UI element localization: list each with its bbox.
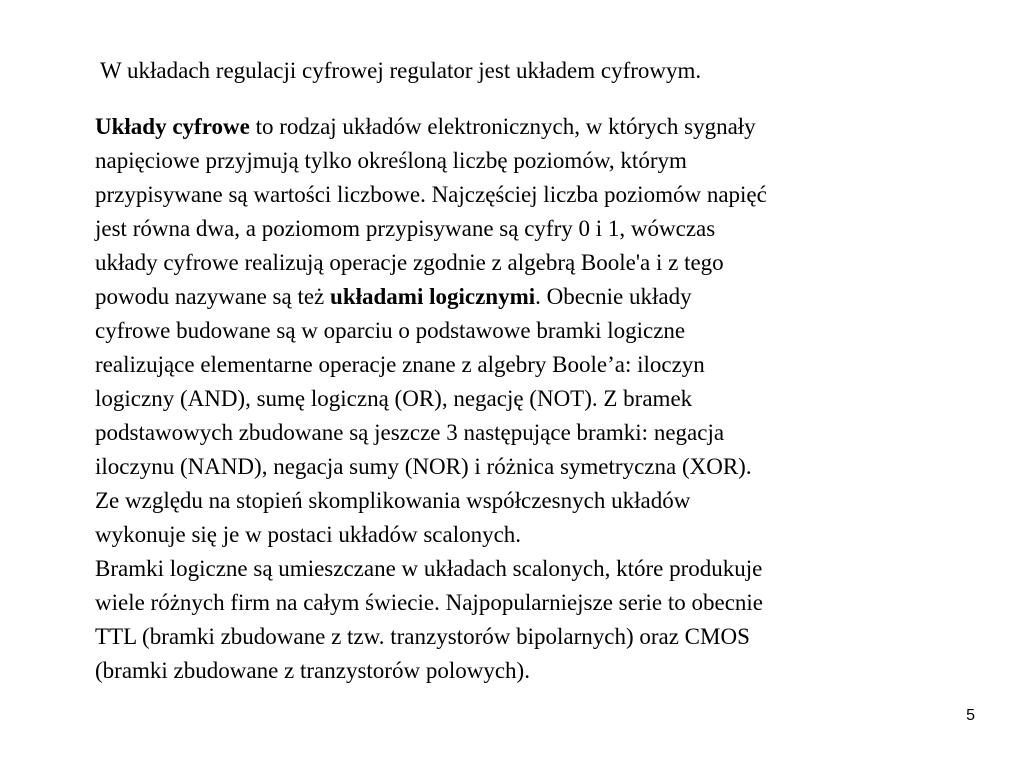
body-line-6-post: . Obecnie układy <box>535 284 692 309</box>
body-line-7: cyfrowe budowane są w oparciu o podstawowe bramki logiczne <box>95 318 686 343</box>
body-line-8: realizujące elementarne operacje znane z algebry Boole’a: iloczyn <box>95 352 705 377</box>
body-line-17: (bramki zbudowane z tranzystorów polowych). <box>95 658 530 683</box>
term-digital-circuits: Układy cyfrowe <box>95 114 250 139</box>
body-paragraph <box>95 110 975 688</box>
intro-sentence: W układach regulacji cyfrowej regulator jest układem cyfrowym. <box>100 58 702 83</box>
body-line-6 <box>95 280 975 314</box>
page-number: 5 <box>966 707 975 724</box>
body-line-14: Bramki logiczne są umieszczane w układach scalonych, które produkuje <box>95 556 763 581</box>
body-line-16: TTL (bramki zbudowane z tzw. tranzystorów bipolarnych) oraz CMOS <box>95 624 750 649</box>
body-line-13: wykonuje się je w postaci układów scalonych. <box>95 522 522 547</box>
body-line-10: podstawowych zbudowane są jeszcze 3 następujące bramki: negacja <box>95 420 725 445</box>
body-line-4: jest równa dwa, a poziomom przypisywane są cyfry 0 i 1, wówczas <box>95 216 716 241</box>
body-line-6-pre: powodu nazywane są też <box>95 284 331 309</box>
body-line-9: logiczny (AND), sumę logiczną (OR), negację (NOT). Z bramek <box>95 386 693 411</box>
body-line-5: układy cyfrowe realizują operacje zgodnie z algebrą Boole'a i z tego <box>95 250 724 275</box>
body-line-11: iloczynu (NAND), negacja sumy (NOR) i różnica symetryczna (XOR). <box>95 454 752 479</box>
body-line-12: Ze względu na stopień skomplikowania współczesnych układów <box>95 488 691 513</box>
term-logic-circuits: układami logicznymi <box>330 284 536 309</box>
body-line-2: napięciowe przyjmują tylko określoną liczbę poziomów, którym <box>95 148 687 173</box>
body-line-15: wiele różnych firm na całym świecie. Najpopularniejsze serie to obecnie <box>95 590 763 615</box>
body-line-1 <box>95 110 975 144</box>
body-line-3: przypisywane są wartości liczbowe. Najczęściej liczba poziomów napięć <box>95 182 767 207</box>
body-line-1-rest: to rodzaj układów elektronicznych, w których sygnały <box>249 114 756 139</box>
